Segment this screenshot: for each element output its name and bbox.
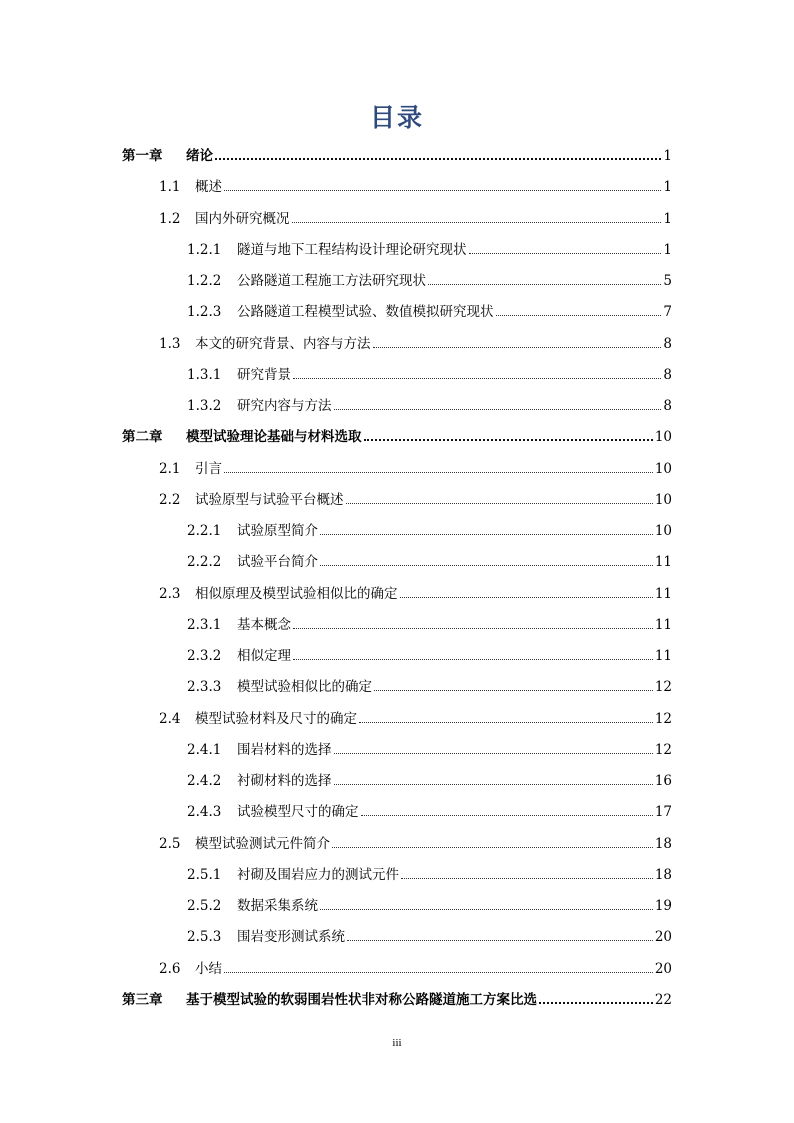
toc-entry[interactable]: [187, 643, 672, 665]
toc-entry[interactable]: [187, 612, 672, 634]
toc-entry-title: 隧道与地下工程结构设计理论研究现状: [237, 241, 467, 258]
toc-entry[interactable]: [187, 893, 672, 915]
toc-entry-page: 20: [654, 960, 672, 977]
toc-entry[interactable]: [187, 393, 672, 415]
toc-entry-number: 2.4: [159, 710, 181, 727]
toc-entry-page: 5: [663, 273, 672, 289]
toc-dot-leader: [224, 972, 653, 973]
toc-entry-page: 10: [654, 460, 672, 477]
toc-entry-number: 第一章: [122, 148, 163, 164]
toc-entry-page: 10: [654, 491, 672, 508]
toc-entry-page: 11: [654, 554, 672, 571]
toc-dot-leader: [374, 690, 653, 691]
toc-dot-leader: [364, 439, 653, 441]
toc-entry-number: 2.2.2: [187, 554, 222, 571]
toc-dot-leader: [334, 784, 653, 785]
toc-dot-leader: [334, 753, 653, 754]
toc-entry-page: 1: [663, 210, 672, 227]
toc-entry-page: 7: [663, 304, 672, 321]
toc-entry-page: 8: [663, 335, 672, 352]
toc-dot-leader: [293, 628, 653, 629]
toc-entry-title: 相似定理: [237, 648, 291, 664]
toc-dot-leader: [496, 315, 662, 316]
toc-dot-leader: [224, 190, 661, 191]
toc-dot-leader: [401, 878, 653, 879]
toc-entry[interactable]: [187, 518, 672, 540]
toc-entry-title: 模型试验材料及尺寸的确定: [195, 710, 357, 727]
toc-entry-number: 2.3.2: [187, 648, 222, 664]
toc-entry-number: 2.2: [159, 491, 181, 508]
toc-dot-leader: [346, 503, 653, 504]
toc-entry[interactable]: [187, 299, 672, 321]
toc-entry-title: 研究内容与方法: [237, 398, 332, 414]
toc-entry-number: 第三章: [122, 991, 163, 1008]
toc-entry-page: 16: [654, 773, 672, 789]
toc-entry-number: 2.3: [159, 585, 181, 602]
toc-dot-leader: [347, 940, 653, 941]
toc-entry[interactable]: [159, 487, 672, 509]
toc-entry[interactable]: [187, 362, 672, 384]
toc-entry-page: 18: [654, 835, 672, 852]
toc-entry-number: 2.5: [159, 835, 181, 852]
toc-dot-leader: [361, 815, 653, 816]
toc-entry-page: 10: [654, 429, 672, 446]
toc-entry-page: 19: [654, 898, 672, 914]
toc-dot-leader: [373, 347, 662, 348]
toc-entry-title: 相似原理及模型试验相似比的确定: [195, 585, 398, 602]
toc-entry-title: 绪论: [186, 148, 213, 164]
toc-entry-number: 1.1: [159, 179, 181, 196]
toc-entry-page: 22: [654, 991, 672, 1008]
toc-entry-title: 模型试验相似比的确定: [237, 679, 372, 696]
toc-entry-number: 1.3.2: [187, 398, 222, 414]
toc-entry[interactable]: [159, 581, 672, 603]
toc-entry[interactable]: [159, 206, 672, 228]
toc-entry-page: 11: [654, 585, 672, 602]
toc-entry-page: 10: [654, 523, 672, 539]
toc-entry-title: 本文的研究背景、内容与方法: [195, 335, 371, 352]
toc-entry-title: 研究背景: [237, 366, 291, 383]
toc-dot-leader: [224, 472, 653, 473]
toc-entry-number: 2.5.2: [187, 898, 222, 914]
toc-entry-page: 12: [654, 710, 672, 727]
toc-entry[interactable]: [187, 674, 672, 696]
toc-entry-page: 1: [663, 148, 672, 164]
toc-entry-page: 12: [654, 679, 672, 696]
page-number: iii: [392, 1037, 402, 1049]
toc-entry-number: 2.4.1: [187, 741, 222, 758]
toc-entry[interactable]: [159, 456, 672, 478]
toc-entry-title: 模型试验测试元件简介: [195, 835, 330, 852]
toc-entry-number: 1.2: [159, 210, 181, 227]
toc-dot-leader: [320, 565, 653, 566]
toc-dot-leader: [320, 909, 653, 910]
toc-entry-number: 2.3.1: [187, 616, 222, 633]
toc-entry[interactable]: [159, 831, 672, 853]
toc-entry[interactable]: [187, 862, 672, 884]
toc-entry-title: 试验模型尺寸的确定: [237, 804, 359, 821]
toc-entry[interactable]: [187, 799, 672, 821]
toc-dot-leader: [539, 1002, 653, 1004]
toc-entry-page: 11: [654, 616, 672, 633]
toc-entry-page: 1: [663, 241, 672, 258]
toc-dot-leader: [428, 284, 661, 285]
toc-entry-number: 2.1: [159, 460, 181, 477]
toc-dot-leader: [469, 253, 662, 254]
toc-entry-title: 引言: [195, 460, 222, 477]
toc-entry-title: 试验平台简介: [237, 554, 318, 571]
toc-entry-number: 1.2.2: [187, 273, 222, 289]
toc-entry[interactable]: [122, 987, 672, 1009]
toc-entry[interactable]: [159, 174, 672, 196]
toc-entry-number: 1.3: [159, 335, 181, 352]
toc-entry[interactable]: [187, 737, 672, 759]
toc-entry[interactable]: [159, 331, 672, 353]
toc-entry-number: 1.2.3: [187, 304, 222, 321]
toc-entry-page: 11: [654, 648, 672, 664]
toc-entry-page: 20: [654, 929, 672, 946]
toc-entry-title: 基于模型试验的软弱围岩性状非对称公路隧道施工方案比选: [186, 991, 537, 1008]
toc-entry-title: 公路隧道工程模型试验、数值模拟研究现状: [237, 304, 494, 321]
toc-entry-number: 2.5.3: [187, 929, 222, 946]
toc-entry-number: 2.2.1: [187, 523, 222, 539]
toc-entry[interactable]: [122, 143, 672, 165]
toc-dot-leader: [359, 722, 653, 723]
toc-dot-leader: [334, 409, 662, 410]
toc-entry[interactable]: [187, 768, 672, 790]
toc-dot-leader: [293, 659, 653, 660]
toc-entry[interactable]: [122, 424, 672, 446]
toc-entry-title: 衬砌材料的选择: [237, 773, 332, 789]
toc-dot-leader: [292, 222, 662, 223]
toc-entry[interactable]: [187, 237, 672, 259]
toc-entry-number: 2.4.2: [187, 773, 222, 789]
toc-entry-title: 模型试验理论基础与材料选取: [186, 429, 362, 446]
toc-entry-page: 8: [663, 366, 672, 383]
toc-entry-page: 18: [654, 866, 672, 883]
toc-dot-leader: [293, 378, 661, 379]
toc-entry[interactable]: [159, 706, 672, 728]
toc-entry[interactable]: [159, 956, 672, 978]
toc-entry-number: 第二章: [122, 429, 163, 446]
toc-entry-title: 公路隧道工程施工方法研究现状: [237, 273, 426, 289]
toc-entry-number: 1.2.1: [187, 241, 222, 258]
toc-dot-leader: [332, 847, 653, 848]
toc-title: 目录: [369, 103, 424, 132]
toc-dot-leader: [320, 534, 653, 535]
toc-entry-title: 数据采集系统: [237, 898, 318, 914]
toc-entry-page: 17: [654, 804, 672, 821]
toc-entry-title: 试验原型简介: [237, 523, 318, 539]
toc-entry-title: 基本概念: [237, 616, 291, 633]
toc-entry-page: 12: [654, 741, 672, 758]
toc-entry-title: 概述: [195, 179, 222, 196]
toc-entry-title: 国内外研究概况: [195, 210, 290, 227]
toc-entry[interactable]: [187, 924, 672, 946]
toc-entry-title: 围岩变形测试系统: [237, 929, 345, 946]
toc-entry-title: 衬砌及围岩应力的测试元件: [237, 866, 399, 883]
toc-dot-leader: [215, 158, 661, 160]
toc-entry-title: 围岩材料的选择: [237, 741, 332, 758]
toc-entry-page: 1: [663, 179, 672, 196]
toc-entry-number: 1.3.1: [187, 366, 222, 383]
toc-entry-page: 8: [663, 398, 672, 414]
toc-entry-number: 2.5.1: [187, 866, 222, 883]
toc-entry[interactable]: [187, 549, 672, 571]
toc-entry[interactable]: [187, 268, 672, 290]
toc-entry-title: 试验原型与试验平台概述: [195, 491, 344, 508]
toc-entry-number: 2.3.3: [187, 679, 222, 696]
toc-dot-leader: [400, 597, 653, 598]
toc-entry-title: 小结: [195, 960, 222, 977]
toc-entry-number: 2.6: [159, 960, 181, 977]
toc-entry-number: 2.4.3: [187, 804, 222, 821]
